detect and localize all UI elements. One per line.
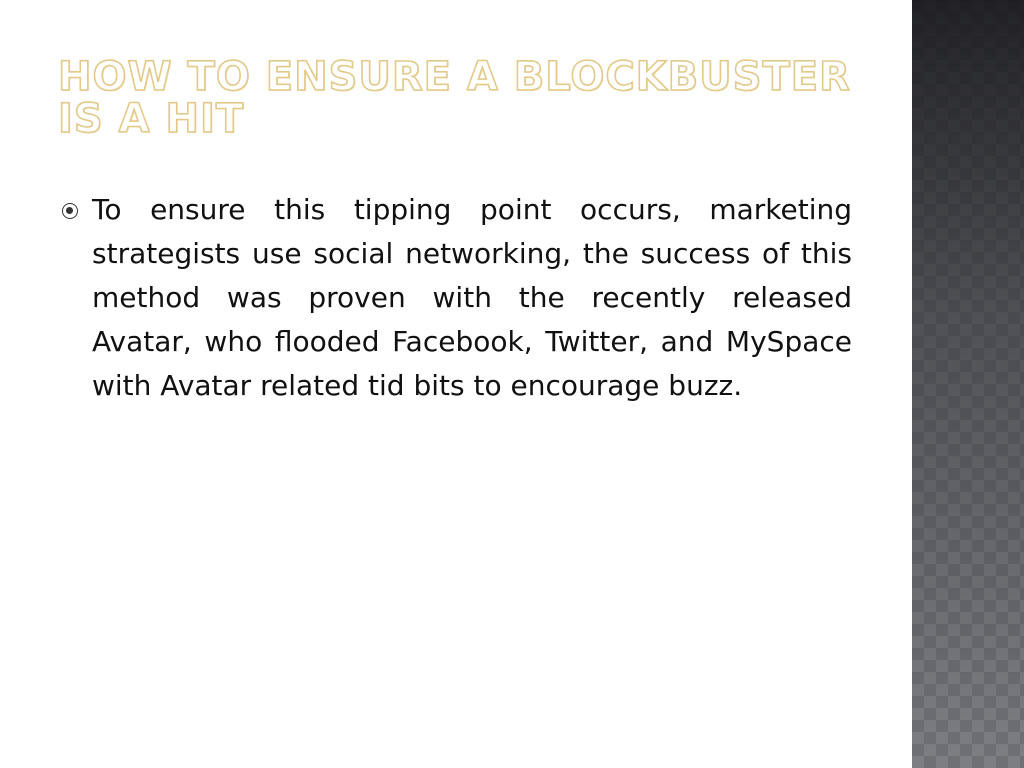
slide-body <box>62 188 852 408</box>
bullet-item <box>62 188 852 408</box>
slide-title: HOW TO ENSURE A BLOCKBUSTER IS A HIT <box>58 54 851 142</box>
bullet-text: To ensure this tipping point occurs, marketing strategists use social networking, the success of this method was proven with the recently released Avatar, who flooded Facebook, Twitter, and MySpace with Avatar related tid bits to encourage buzz. <box>92 193 852 402</box>
decorative-side-band <box>912 0 1024 768</box>
circled-dot-bullet-icon <box>62 203 78 219</box>
